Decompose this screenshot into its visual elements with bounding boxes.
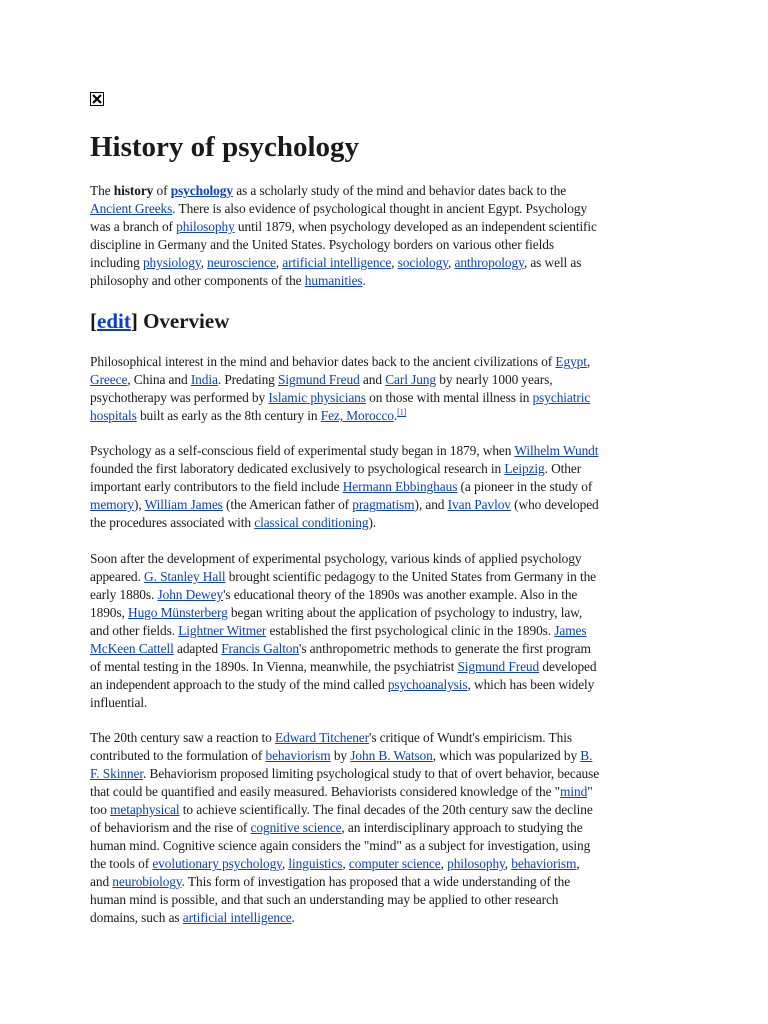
text-line [90,622,678,640]
text-line [90,658,678,676]
wiki-link[interactable]: artificial intelligence [182,910,292,925]
body-text: 1890s, [90,605,128,620]
body-text: influential. [90,695,148,710]
body-text: was a branch of [90,219,177,234]
body-text: an independent approach to the study of the mind called [90,677,388,692]
body-text: domains, such as [90,910,183,925]
wiki-link[interactable]: philosophy [176,219,235,234]
body-text: until 1879, when psychology developed as an independent scientific [234,219,597,234]
body-text: , as well as [523,255,582,270]
wiki-link[interactable]: pragmatism [352,497,415,512]
body-text: including [90,255,143,270]
body-text: , [391,255,398,270]
text-line [90,200,678,218]
bold-term: history [113,183,154,198]
wiki-link[interactable]: Lightner Witmer [178,623,267,638]
body-text: of mental testing in the 1890s. In Vienna, meanwhile, the psychiatrist [90,659,458,674]
body-text: The [90,183,114,198]
body-text: . [362,273,366,288]
body-text: of behaviorism and the rise of [90,820,251,835]
body-text: as a scholarly study of the mind and behavior dates back to the [232,183,567,198]
text-line [90,909,678,927]
wiki-link[interactable]: Hermann Ebbinghaus [342,479,458,494]
body-text: on those with mental illness in [365,390,533,405]
text-line [90,442,678,460]
wiki-link[interactable]: Sigmund Freud [457,659,540,674]
wiki-link[interactable]: James [554,623,587,638]
text-line [90,254,678,272]
body-text: built as early as the 8th century in [136,408,321,423]
text-line [90,182,678,200]
wiki-link[interactable]: William James [144,497,223,512]
edit-bracket-close: ] [130,309,138,333]
body-text: important early contributors to the field include [90,479,343,494]
body-text: and [90,874,113,889]
wiki-link[interactable]: philosophy [447,856,505,871]
body-text: too [90,802,111,817]
body-text: the procedures associated with [90,515,255,530]
text-line [90,837,678,855]
body-text: philosophy and other components of the [90,273,305,288]
wiki-link[interactable]: Hugo Münsterberg [128,605,228,620]
wiki-link[interactable]: Wilhelm Wundt [514,443,599,458]
body-text: , an interdisciplinary approach to studying the [341,820,583,835]
wiki-link[interactable]: Carl Jung [385,372,437,387]
wiki-link[interactable]: linguistics [288,856,343,871]
body-text: . [393,408,398,423]
body-text: appeared. [90,569,145,584]
body-text: that could be quantified and easily measured. Behaviorists considered knowledge of the " [90,784,561,799]
wiki-link[interactable]: Egypt [555,354,587,369]
text-line [90,389,678,407]
body-text: , [275,255,283,270]
body-text: (a pioneer in the study of [457,479,593,494]
body-text: psychotherapy was performed by [90,390,269,405]
broken-image-icon-glyph [91,93,103,105]
body-text: , which has been widely [467,677,595,692]
wiki-link[interactable]: F. Skinner [90,766,143,781]
wiki-link[interactable]: McKeen Cattell [90,641,174,656]
text-line [90,550,678,568]
body-text: , [504,856,512,871]
intro-paragraph [90,182,678,290]
body-text: . Behaviorism proposed limiting psychological study to that of overt behavior, because [143,766,600,781]
text-line [90,891,678,909]
body-text: " [587,784,593,799]
body-text: ), and [414,497,448,512]
text-line [90,676,678,694]
wiki-link[interactable]: B. [580,748,593,763]
text-line [90,478,678,496]
wiki-link[interactable]: India [190,372,218,387]
text-line [90,371,678,389]
text-line [90,353,678,371]
text-line [90,819,678,837]
wiki-link[interactable]: Islamic physicians [268,390,366,405]
body-text: 's educational theory of the 1890s was another example. Also in the [223,587,578,602]
wiki-link[interactable]: humanities [304,273,363,288]
wiki-link[interactable]: evolutionary psychology [152,856,282,871]
text-line [90,729,678,747]
wiki-link[interactable]: Fez, Morocco [320,408,394,423]
wiki-link[interactable]: anthropology [454,255,524,270]
section-title-overview: Overview [143,309,230,333]
wiki-link[interactable]: sociology [397,255,448,270]
wiki-link[interactable]: Sigmund Freud [278,372,360,387]
body-text: to achieve scientifically. The final decades of the 20th century saw the decline [179,802,593,817]
body-text: , [576,856,580,871]
footnote-superscript [397,408,406,417]
text-line [90,236,678,254]
body-text: , [342,856,349,871]
body-text: the tools of [90,856,153,871]
wiki-link[interactable]: classical conditioning [254,515,369,530]
wiki-link[interactable]: hospitals [90,408,137,423]
text-line [90,801,678,819]
body-text: . This form of investigation has proposed that a wide understanding of the [181,874,571,889]
text-line [90,586,678,604]
overview-paragraph-4 [90,729,678,927]
body-text: , [281,856,289,871]
body-text: . [291,910,295,925]
page-title: History of psychology [90,131,360,163]
wiki-link[interactable]: Ancient Greeks [90,201,173,216]
body-text: founded the first laboratory dedicated exclusively to psychological research in [90,461,505,476]
body-text: , China and [127,372,191,387]
body-text: (who developed [510,497,599,512]
body-text: of [153,183,171,198]
body-text: and other fields. [90,623,179,638]
body-text: adapted [173,641,222,656]
text-line [90,568,678,586]
wiki-link[interactable]: behaviorism [511,856,577,871]
body-text: ), [134,497,145,512]
overview-paragraph-1 [90,353,678,425]
body-text: The 20th century saw a reaction to [90,730,276,745]
body-text: early 1880s. [90,587,158,602]
text-line [90,694,678,712]
body-text: established the first psychological clinic in the 1890s. [266,623,555,638]
body-text: , [447,255,455,270]
body-text: human mind. Cognitive science again considers the "mind" as a subject for investigation, using [90,838,591,853]
body-text: . Predating [217,372,279,387]
body-text: and [359,372,386,387]
text-line [90,873,678,891]
body-text: , [586,354,591,369]
wiki-link[interactable]: mind [560,784,588,799]
wiki-link[interactable]: Edward Titchener [275,730,369,745]
wiki-link[interactable]: psychology [170,183,233,198]
wiki-link[interactable]: Ivan Pavlov [447,497,511,512]
text-line [90,218,678,236]
text-line [90,855,678,873]
body-text: , [440,856,448,871]
text-line [90,765,678,783]
wiki-link[interactable]: neuroscience [207,255,276,270]
body-text: , which was popularized by [432,748,581,763]
wiki-link[interactable]: Leipzig [504,461,545,476]
citation-link[interactable]: [1] [397,407,407,417]
text-line [90,747,678,765]
wiki-link[interactable]: G. Stanley Hall [144,569,226,584]
overview-paragraph-3 [90,550,678,712]
wiki-link[interactable]: neurobiology [112,874,182,889]
wiki-link[interactable]: cognitive science [250,820,342,835]
wiki-link[interactable]: computer science [348,856,441,871]
body-text: 's critique of Wundt's empiricism. This [369,730,572,745]
body-text: . There is also evidence of psychological thought in ancient Egypt. Psychology [172,201,588,216]
overview-paragraph-2 [90,442,678,532]
body-text: Psychology as a self-conscious field of experimental study began in 1879, when [90,443,515,458]
wiki-link[interactable]: Francis Galton [221,641,300,656]
body-text: by [330,748,351,763]
body-text: Philosophical interest in the mind and behavior dates back to the ancient civilizations of [90,354,556,369]
body-text: 's anthropometric methods to generate the first program [299,641,591,656]
text-line [90,460,678,478]
wiki-link[interactable]: psychoanalysis [387,677,468,692]
body-text: discipline in Germany and the United States. Psychology borders on various other fields [90,237,554,252]
body-text: ). [368,515,377,530]
body-text: human mind is possible, and that such an understanding may be applied to other research [90,892,559,907]
body-text: (the American father of [222,497,353,512]
wiki-link[interactable]: metaphysical [110,802,180,817]
body-text: developed [539,659,597,674]
body-text: , [200,255,208,270]
wiki-link[interactable]: John Dewey [157,587,224,602]
body-text: contributed to the formulation of [90,748,266,763]
wiki-link[interactable]: John B. Watson [350,748,433,763]
text-line [90,496,678,514]
wiki-link[interactable]: artificial intelligence [282,255,392,270]
wiki-link[interactable]: Greece [90,372,128,387]
body-text: Soon after the development of experimental psychology, various kinds of applied psychology [90,551,582,566]
text-line [90,272,678,290]
edit-section-link[interactable]: edit [97,309,131,333]
text-line [90,514,678,532]
body-text: by nearly 1000 years, [436,372,553,387]
text-line [90,407,678,425]
wiki-link[interactable]: memory [90,497,135,512]
wiki-link[interactable]: behaviorism [265,748,331,763]
wiki-link[interactable]: physiology [142,255,201,270]
broken-image-icon [90,92,104,106]
text-line [90,604,678,622]
body-text: . Other [544,461,582,476]
body-text: brought scientific pedagogy to the United States from Germany in the [225,569,597,584]
wiki-link[interactable]: psychiatric [532,390,591,405]
section-heading-overview [90,306,229,336]
edit-bracket-open: [ [90,309,97,333]
body-text: began writing about the application of psychology to industry, law, [227,605,583,620]
text-line [90,640,678,658]
text-line [90,783,678,801]
